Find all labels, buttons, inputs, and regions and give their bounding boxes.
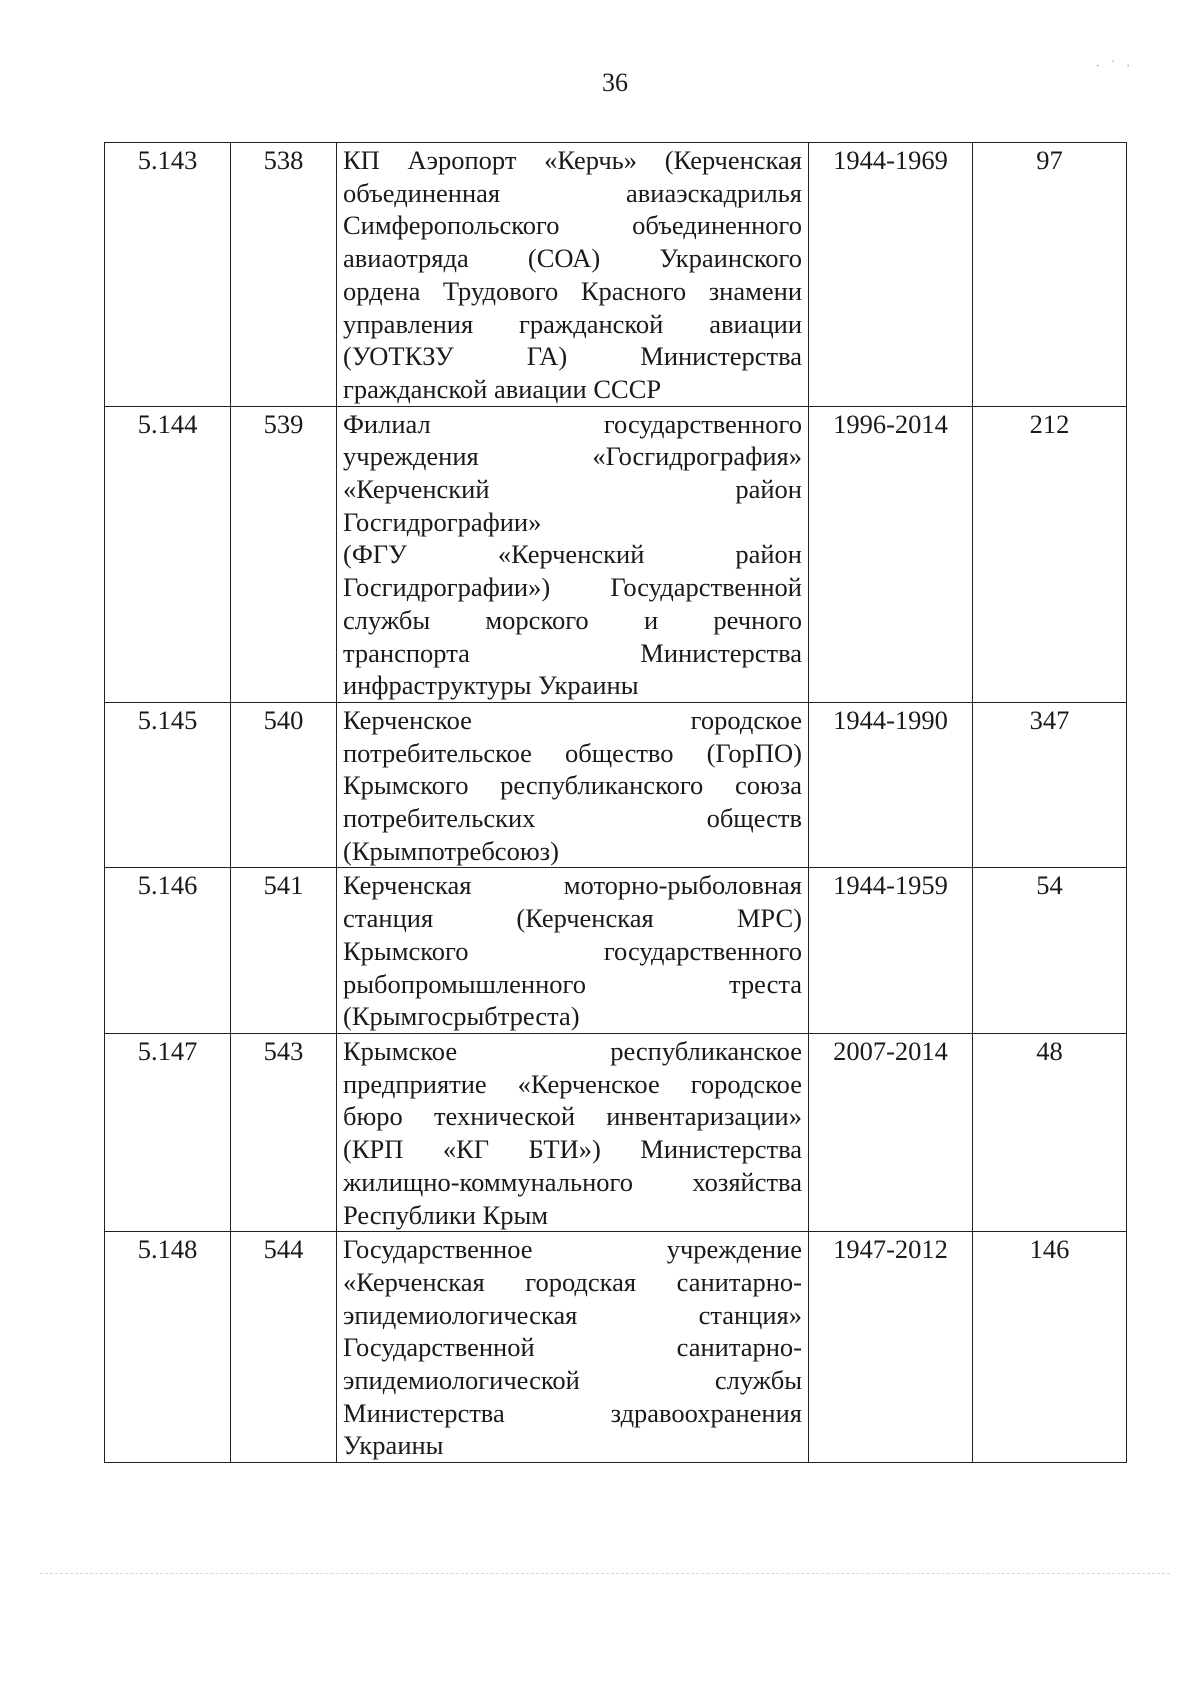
table-row bbox=[105, 406, 1127, 702]
table-row bbox=[105, 1033, 1127, 1231]
organization-name-line: Керченское городское bbox=[343, 704, 802, 735]
organization-name-cell bbox=[337, 702, 809, 868]
organization-name-line: гражданской авиации СССР bbox=[343, 373, 662, 404]
organization-name-line: (ФГУ «Керченский район bbox=[343, 539, 802, 570]
organization-name-line: эпидемиологическая станция» bbox=[343, 1299, 802, 1330]
organization-name-line: Украины bbox=[343, 1430, 444, 1461]
organization-name-line: Государственной санитарно- bbox=[343, 1332, 802, 1363]
fund-number-cell: 541 bbox=[231, 868, 337, 1034]
years-cell: 2007-2014 bbox=[809, 1033, 973, 1231]
organization-name-cell bbox=[337, 1033, 809, 1231]
organization-name-line: станция (Керченская МРС) bbox=[343, 903, 802, 934]
fund-number-cell: 543 bbox=[231, 1033, 337, 1231]
file-count-cell: 54 bbox=[973, 868, 1127, 1034]
table-row bbox=[105, 868, 1127, 1034]
organization-name-line: «Керченский район bbox=[343, 474, 802, 505]
organization-name-line: бюро технической инвентаризации» bbox=[343, 1101, 802, 1132]
fund-number-cell: 538 bbox=[231, 143, 337, 407]
row-index-cell: 5.143 bbox=[105, 143, 231, 407]
organization-name-line: транспорта Министерства bbox=[343, 637, 802, 668]
page-number: 36 bbox=[602, 68, 628, 97]
organization-name-line: КП Аэропорт «Керчь» (Керченская bbox=[343, 145, 802, 175]
archive-fund-table bbox=[104, 142, 1127, 1463]
organization-name-line: ордена Трудового Красного знамени bbox=[343, 275, 802, 306]
organization-name-line: Крымского государственного bbox=[343, 935, 802, 966]
fund-number-cell: 539 bbox=[231, 406, 337, 702]
organization-name-line: (Крымпотребсоюз) bbox=[343, 835, 559, 866]
organization-name-line: эпидемиологической службы bbox=[343, 1365, 802, 1396]
years-cell: 1947-2012 bbox=[809, 1232, 973, 1463]
organization-name-line: Крымское республиканское bbox=[343, 1035, 802, 1066]
row-index-cell: 5.146 bbox=[105, 868, 231, 1034]
scan-artifact: · ˙ · bbox=[1095, 58, 1134, 75]
organization-name-line: потребительских обществ bbox=[343, 803, 802, 834]
organization-name-line: управления гражданской авиации bbox=[343, 308, 802, 339]
organization-name-line: службы морского и речного bbox=[343, 604, 802, 635]
years-cell: 1944-1969 bbox=[809, 143, 973, 407]
organization-name-cell bbox=[337, 406, 809, 702]
row-index-cell: 5.145 bbox=[105, 702, 231, 868]
fund-number-cell: 544 bbox=[231, 1232, 337, 1463]
years-cell: 1996-2014 bbox=[809, 406, 973, 702]
organization-name-line: Крымского республиканского союза bbox=[343, 770, 802, 801]
organization-name-cell bbox=[337, 143, 809, 407]
file-count-cell: 347 bbox=[973, 702, 1127, 868]
organization-name-line: Филиал государственного bbox=[343, 408, 802, 439]
years-cell: 1944-1959 bbox=[809, 868, 973, 1034]
organization-name-line: авиаотряда (СОА) Украинского bbox=[343, 243, 802, 274]
fund-number-cell: 540 bbox=[231, 702, 337, 868]
row-index-cell: 5.144 bbox=[105, 406, 231, 702]
organization-name-line: Госгидрографии») Государственной bbox=[343, 572, 802, 603]
organization-name-line: предприятие «Керченское городское bbox=[343, 1068, 802, 1099]
organization-name-line: (Крымгосрыбтреста) bbox=[343, 1001, 580, 1032]
table-row bbox=[105, 702, 1127, 868]
organization-name-line: объединенная авиаэскадрилья bbox=[343, 177, 802, 208]
organization-name-line: (УОТКЗУ ГА) Министерства bbox=[343, 341, 802, 372]
file-count-cell: 97 bbox=[973, 143, 1127, 407]
organization-name-line: учреждения «Госгидрография» bbox=[343, 441, 802, 472]
organization-name-line: «Керченская городская санитарно- bbox=[343, 1266, 802, 1297]
row-index-cell: 5.148 bbox=[105, 1232, 231, 1463]
organization-name-line: (КРП «КГ БТИ») Министерства bbox=[343, 1134, 802, 1165]
years-cell: 1944-1990 bbox=[809, 702, 973, 868]
organization-name-line: инфраструктуры Украины bbox=[343, 670, 639, 701]
file-count-cell: 212 bbox=[973, 406, 1127, 702]
organization-name-cell bbox=[337, 868, 809, 1034]
file-count-cell: 146 bbox=[973, 1232, 1127, 1463]
organization-name-line: потребительское общество (ГорПО) bbox=[343, 737, 802, 768]
organization-name-line: жилищно-коммунального хозяйства bbox=[343, 1166, 802, 1197]
file-count-cell: 48 bbox=[973, 1033, 1127, 1231]
organization-name-cell bbox=[337, 1232, 809, 1463]
organization-name-line: Министерства здравоохранения bbox=[343, 1397, 802, 1428]
table-body bbox=[105, 143, 1127, 1463]
table-row bbox=[105, 143, 1127, 407]
organization-name-line: Государственное учреждение bbox=[343, 1234, 802, 1265]
organization-name-line: Госгидрографии» bbox=[343, 506, 542, 537]
scan-noise-line bbox=[40, 1573, 1170, 1574]
organization-name-line: Республики Крым bbox=[343, 1199, 549, 1230]
row-index-cell: 5.147 bbox=[105, 1033, 231, 1231]
organization-name-line: рыбопромышленного треста bbox=[343, 968, 802, 999]
table-row bbox=[105, 1232, 1127, 1463]
organization-name-line: Симферопольского объединенного bbox=[343, 210, 802, 241]
organization-name-line: Керченская моторно-рыболовная bbox=[343, 870, 802, 901]
